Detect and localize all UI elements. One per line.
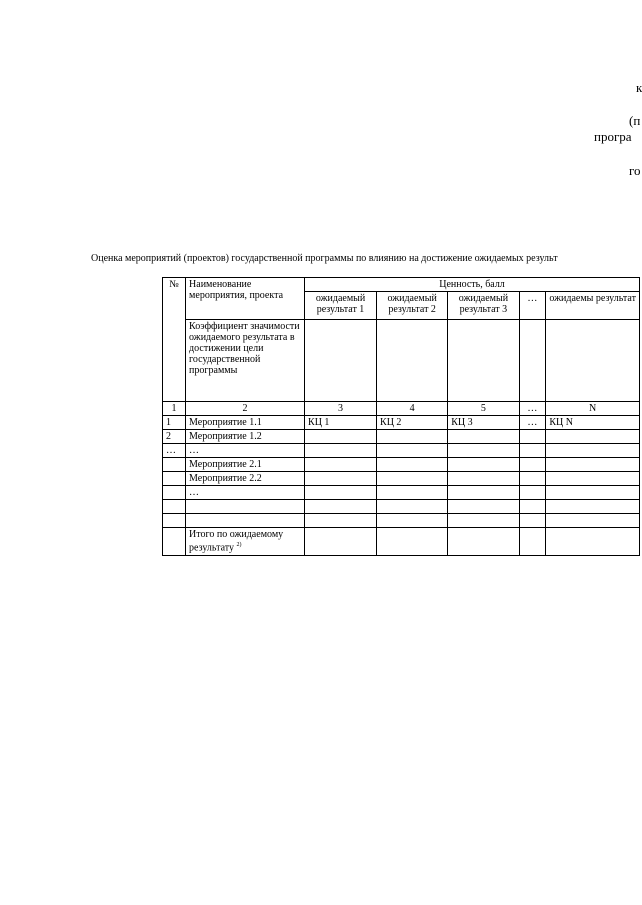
header-result-2: ожидаемый результат 2: [377, 292, 448, 320]
col-number: 4: [377, 402, 448, 416]
header-line-3: програ: [594, 129, 632, 144]
row-cell: [546, 500, 640, 514]
total-no: [163, 528, 186, 556]
row-name: Мероприятие 2.2: [186, 472, 305, 486]
row-cell: [305, 486, 377, 500]
total-footnote: 2): [236, 542, 242, 548]
table-row: [163, 444, 640, 458]
row-cell: [519, 500, 546, 514]
header-value: Ценность, балл: [305, 278, 640, 292]
row-cell: [519, 458, 546, 472]
header-result-ellipsis: …: [519, 292, 546, 320]
row-cell: [546, 486, 640, 500]
table-row: [163, 514, 640, 528]
row-cell: [448, 500, 519, 514]
row-cell: КЦ 3: [448, 416, 519, 430]
row-cell: [519, 444, 546, 458]
row-no: [163, 472, 186, 486]
total-row: [163, 528, 640, 556]
table-row: [163, 486, 640, 500]
row-cell: [519, 472, 546, 486]
table-row: [163, 500, 640, 514]
total-cell: [448, 528, 519, 556]
table-row: [163, 472, 640, 486]
row-cell: КЦ 2: [377, 416, 448, 430]
coef-cell: [377, 320, 448, 402]
col-number: N: [546, 402, 640, 416]
row-cell: [377, 500, 448, 514]
row-cell: [305, 430, 377, 444]
row-no: …: [163, 444, 186, 458]
row-no: [163, 500, 186, 514]
row-no: 1: [163, 416, 186, 430]
coef-label: Коэффициент значимости ожидаемого результата в достижении цели государственной программы: [186, 320, 305, 402]
row-cell: [519, 430, 546, 444]
row-no: [163, 514, 186, 528]
header-result-n: ожидаемы результат: [546, 292, 640, 320]
coef-cell: [519, 320, 546, 402]
total-cell: [546, 528, 640, 556]
coef-cell: [546, 320, 640, 402]
row-name: Мероприятие 2.1: [186, 458, 305, 472]
header-result-1: ожидаемый результат 1: [305, 292, 377, 320]
row-cell: КЦ N: [546, 416, 640, 430]
row-name: …: [186, 444, 305, 458]
row-cell: [448, 458, 519, 472]
evaluation-table: [162, 277, 640, 556]
header-line-2: (п: [629, 113, 641, 128]
row-cell: [546, 430, 640, 444]
row-cell: КЦ 1: [305, 416, 377, 430]
row-name: Мероприятие 1.2: [186, 430, 305, 444]
total-label-text: Итого по ожидаемому результату: [189, 529, 284, 554]
col-number: 2: [186, 402, 305, 416]
table-row: [163, 458, 640, 472]
coef-cell: [448, 320, 519, 402]
row-name: Мероприятие 1.1: [186, 416, 305, 430]
coef-cell: [305, 320, 377, 402]
row-cell: [519, 486, 546, 500]
row-cell: [448, 486, 519, 500]
row-cell: [377, 472, 448, 486]
total-cell: [377, 528, 448, 556]
total-cell: [519, 528, 546, 556]
header-line-1: к: [636, 80, 642, 95]
row-cell: [305, 500, 377, 514]
row-no: [163, 486, 186, 500]
row-name: [186, 500, 305, 514]
row-name: [186, 514, 305, 528]
row-cell: [448, 514, 519, 528]
row-cell: [377, 430, 448, 444]
row-cell: [546, 514, 640, 528]
col-number: 5: [448, 402, 519, 416]
col-number: 3: [305, 402, 377, 416]
row-cell: [546, 458, 640, 472]
row-no: 2: [163, 430, 186, 444]
row-name: …: [186, 486, 305, 500]
row-cell: [377, 444, 448, 458]
row-cell: [448, 444, 519, 458]
table-row: [163, 430, 640, 444]
row-cell: [377, 486, 448, 500]
col-number: …: [519, 402, 546, 416]
row-no: [163, 458, 186, 472]
row-cell: [546, 472, 640, 486]
table-caption: Оценка мероприятий (проектов) государственной программы по влиянию на достижение ожидаемых результ: [91, 253, 558, 264]
header-line-4: го: [629, 163, 641, 178]
row-cell: [305, 444, 377, 458]
row-cell: [377, 458, 448, 472]
col-number: 1: [163, 402, 186, 416]
total-cell: [305, 528, 377, 556]
header-name: Наименование мероприятия, проекта: [186, 278, 305, 320]
row-cell: [305, 514, 377, 528]
total-label: [186, 528, 305, 556]
row-cell: [377, 514, 448, 528]
row-cell: [519, 514, 546, 528]
header-no: №: [163, 278, 186, 402]
row-cell: [448, 472, 519, 486]
row-cell: [546, 444, 640, 458]
row-cell: [305, 458, 377, 472]
table-row: [163, 416, 640, 430]
header-result-3: ожидаемый результат 3: [448, 292, 519, 320]
row-cell: [448, 430, 519, 444]
row-cell: [305, 472, 377, 486]
row-cell: …: [519, 416, 546, 430]
